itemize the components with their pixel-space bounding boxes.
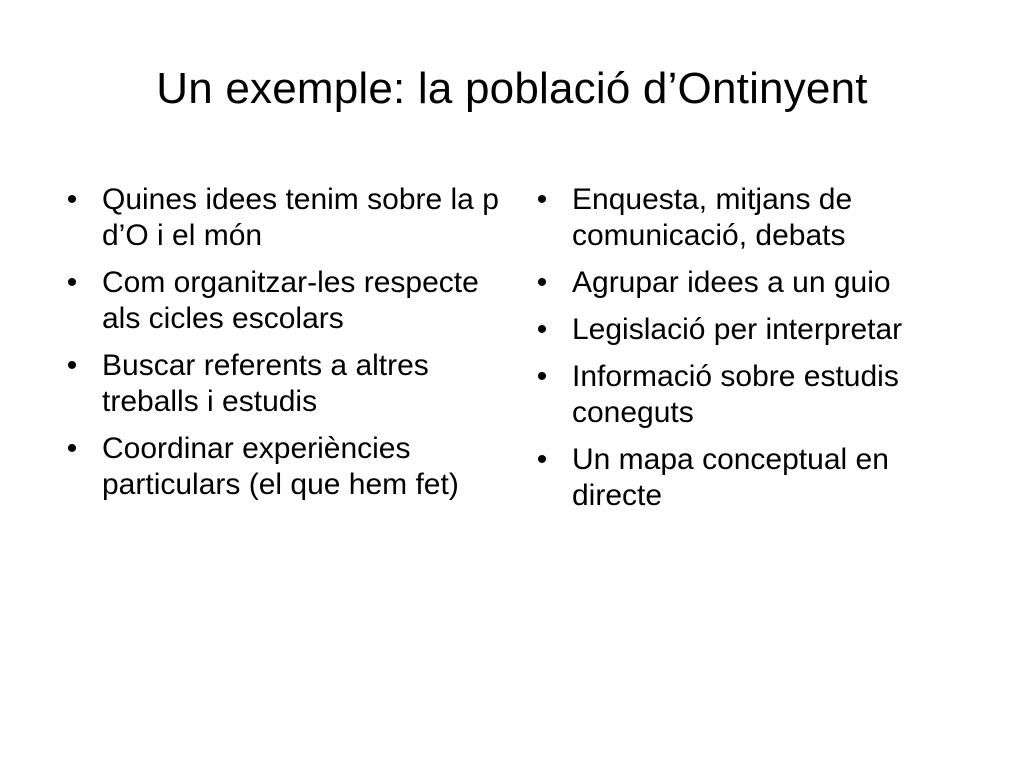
- list-item: [62, 182, 502, 254]
- list-item: [532, 312, 972, 348]
- list-item-text: Un mapa conceptual en directe: [572, 443, 889, 512]
- list-item-text: Coordinar experiències particulars (el que hem fet): [102, 432, 459, 501]
- bullet-icon: •: [66, 183, 78, 216]
- list-item: [532, 359, 972, 431]
- left-bullet-list: [62, 182, 502, 514]
- list-item-text: Com organitzar-les respecte als cicles escolars: [102, 266, 479, 335]
- list-item: [62, 431, 502, 503]
- list-item-text: Buscar referents a altres treballs i estudis: [102, 349, 429, 418]
- list-item: [62, 348, 502, 420]
- list-item-text: Informació sobre estudis coneguts: [572, 360, 899, 429]
- bullet-icon: •: [536, 360, 548, 393]
- bullet-icon: •: [536, 266, 548, 299]
- list-item-text: Quines idees tenim sobre la p d’O i el món: [102, 183, 499, 252]
- bullet-icon: •: [536, 313, 548, 346]
- bullet-icon: •: [66, 432, 78, 465]
- list-item: [532, 182, 972, 254]
- list-item-text: Enquesta, mitjans de comunicació, debats: [572, 183, 853, 252]
- right-bullet-list: [532, 182, 972, 525]
- list-item-text: Agrupar idees a un guio: [572, 266, 891, 299]
- list-item: [62, 265, 502, 337]
- bullet-icon: •: [536, 183, 548, 216]
- list-item-text: Legislació per interpretar: [572, 313, 903, 346]
- bullet-icon: •: [66, 266, 78, 299]
- bullet-icon: •: [536, 443, 548, 476]
- slide-title: Un exemple: la població d’Ontinyent: [156, 64, 868, 113]
- list-item: [532, 265, 972, 301]
- bullet-icon: •: [66, 349, 78, 382]
- list-item: [532, 442, 972, 514]
